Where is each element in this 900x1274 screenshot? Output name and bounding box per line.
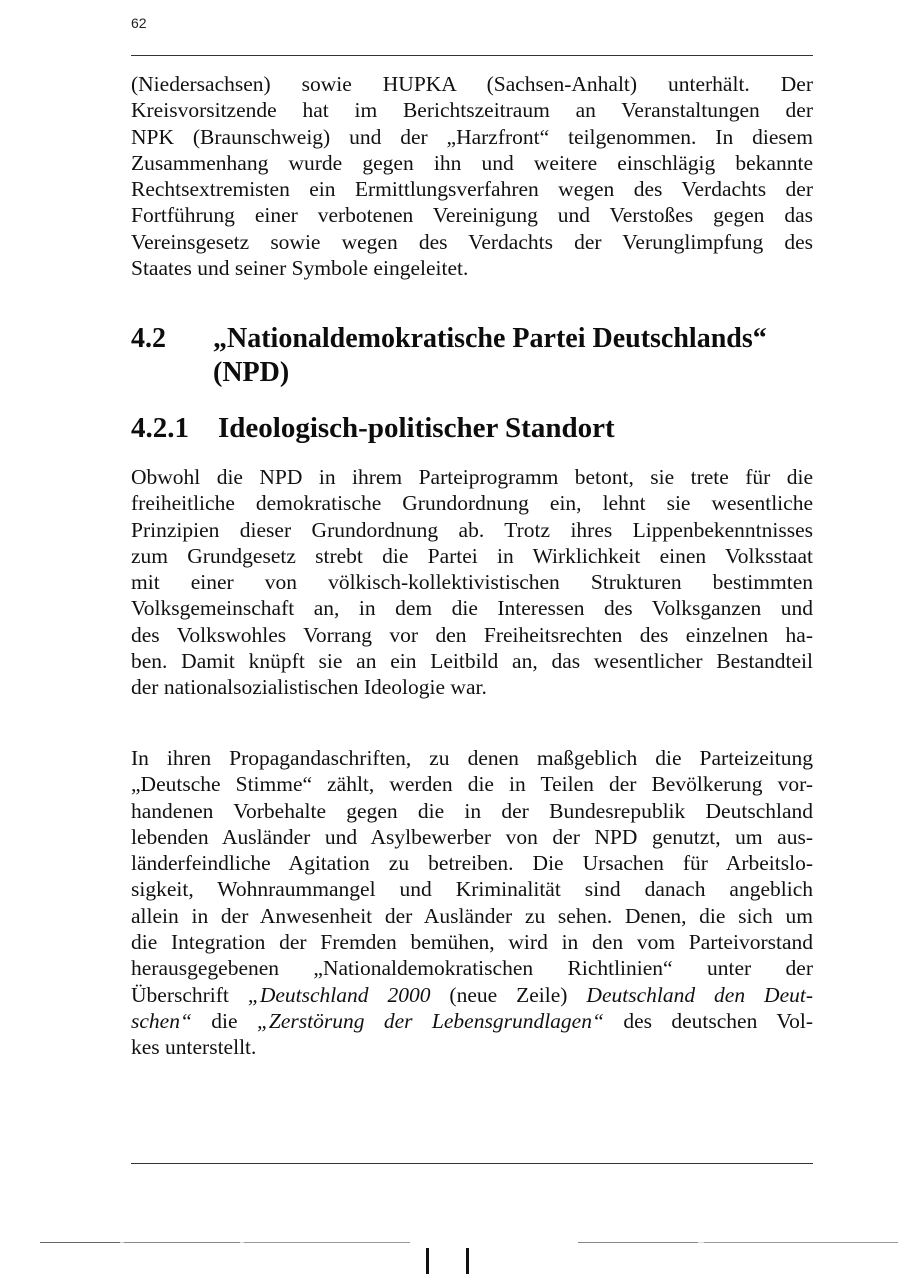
text-line: Staates und seiner Symbole eingeleitet.: [131, 256, 469, 281]
text-line: freiheitliche demokratische Grundordnung ein, lehnt sie wesentliche: [131, 491, 813, 516]
scan-edge-line-right: [578, 1242, 898, 1243]
text-line: (Niedersachsen) sowie HUPKA (Sachsen-Anhalt) unterhält. Der: [131, 72, 813, 96]
text-line-mixed: [131, 1008, 813, 1034]
text-line: Zusammenhang wurde gegen ihn und weitere einschlägig bekannte: [131, 150, 813, 175]
section-number: 4.2: [131, 323, 166, 354]
text-line: länderfeindliche Agitation zu betreiben. Die Ursachen für Arbeitslo-: [131, 851, 813, 876]
text-line: der nationalsozialistischen Ideologie war.: [131, 675, 487, 700]
text-line: handenen Vorbehalte gegen die in der Bundesrepublik Deutschland: [131, 798, 813, 823]
binding-mark-right: [466, 1248, 469, 1274]
italic-fragment: „Deutschland 2000: [247, 982, 431, 1007]
text-line: Fortführung einer verbotenen Vereinigung und Verstoßes gegen das: [131, 203, 813, 228]
text-fragment: des deutschen Vol-: [603, 1008, 813, 1033]
subsection-title: Ideologisch-politischer Standort: [218, 412, 615, 444]
text-line: Vereinsgesetz sowie wegen des Verdachts der Verunglimpfung des: [131, 229, 813, 254]
paragraph-ideology: [131, 464, 813, 701]
paragraph-intro: [131, 71, 813, 281]
text-line: die Integration der Fremden bemühen, wird in den vom Parteivorstand: [131, 930, 813, 955]
text-line: herausgegebenen „Nationaldemokratischen Richtlinien“ unter der: [131, 956, 813, 981]
text-line: zum Grundgesetz strebt die Partei in Wirklichkeit einen Volksstaat: [131, 543, 813, 568]
paragraph-propaganda: [131, 745, 813, 1061]
text-line: Rechtsextremisten ein Ermittlungsverfahren wegen des Verdachts der: [131, 177, 813, 202]
text-fragment: (neue Zeile): [430, 982, 587, 1007]
subsection-number: 4.2.1: [131, 412, 189, 444]
text-line: In ihren Propagandaschriften, zu denen maßgeblich die Parteizeitung: [131, 746, 813, 770]
text-line: allein in der Anwesenheit der Ausländer zu sehen. Denen, die sich um: [131, 903, 813, 928]
page-number: 62: [131, 15, 147, 31]
section-title-line2: (NPD): [213, 357, 290, 388]
text-line: Obwohl die NPD in ihrem Parteiprogramm betont, sie trete für die: [131, 465, 813, 489]
text-line: des Volkswohles Vorrang vor den Freiheitsrechten des einzelnen ha-: [131, 622, 813, 647]
text-line: NPK (Braunschweig) und der „Harzfront“ teilgenommen. In diesem: [131, 124, 813, 149]
text-line: kes unterstellt.: [131, 1035, 257, 1060]
text-fragment: Überschrift: [131, 982, 248, 1007]
text-line: ben. Damit knüpft sie an ein Leitbild an, das wesentlicher Bestandteil: [131, 649, 813, 674]
text-line: Prinzipien dieser Grundordnung ab. Trotz ihres Lippenbekenntnisses: [131, 517, 813, 542]
text-line: lebenden Ausländer und Asylbewerber von der NPD genutzt, um aus-: [131, 824, 813, 849]
binding-mark-left: [426, 1248, 429, 1274]
header-rule: [131, 55, 813, 56]
text-line-mixed: [131, 982, 813, 1008]
text-line: sigkeit, Wohnraummangel und Kriminalität sind danach angeblich: [131, 877, 813, 902]
text-fragment: die: [191, 1008, 257, 1033]
italic-fragment: „Zerstörung der Lebensgrundlagen“: [256, 1008, 604, 1033]
text-line: „Deutsche Stimme“ zählt, werden die in Teilen der Bevölkerung vor-: [131, 772, 813, 797]
scan-edge-line-left: [40, 1242, 410, 1243]
text-line: Volksgemeinschaft an, in dem die Interessen des Volksganzen und: [131, 596, 813, 621]
italic-fragment: schen“: [131, 1008, 192, 1033]
footer-rule: [131, 1163, 813, 1164]
section-title-line1: „Nationaldemokratische Partei Deutschlands“: [213, 323, 767, 354]
text-line: Kreisvorsitzende hat im Berichtszeitraum an Veranstaltungen der: [131, 98, 813, 123]
text-line: mit einer von völkisch-kollektivistischen Strukturen bestimmten: [131, 570, 813, 595]
italic-fragment: Deutschland den Deut-: [586, 982, 814, 1007]
